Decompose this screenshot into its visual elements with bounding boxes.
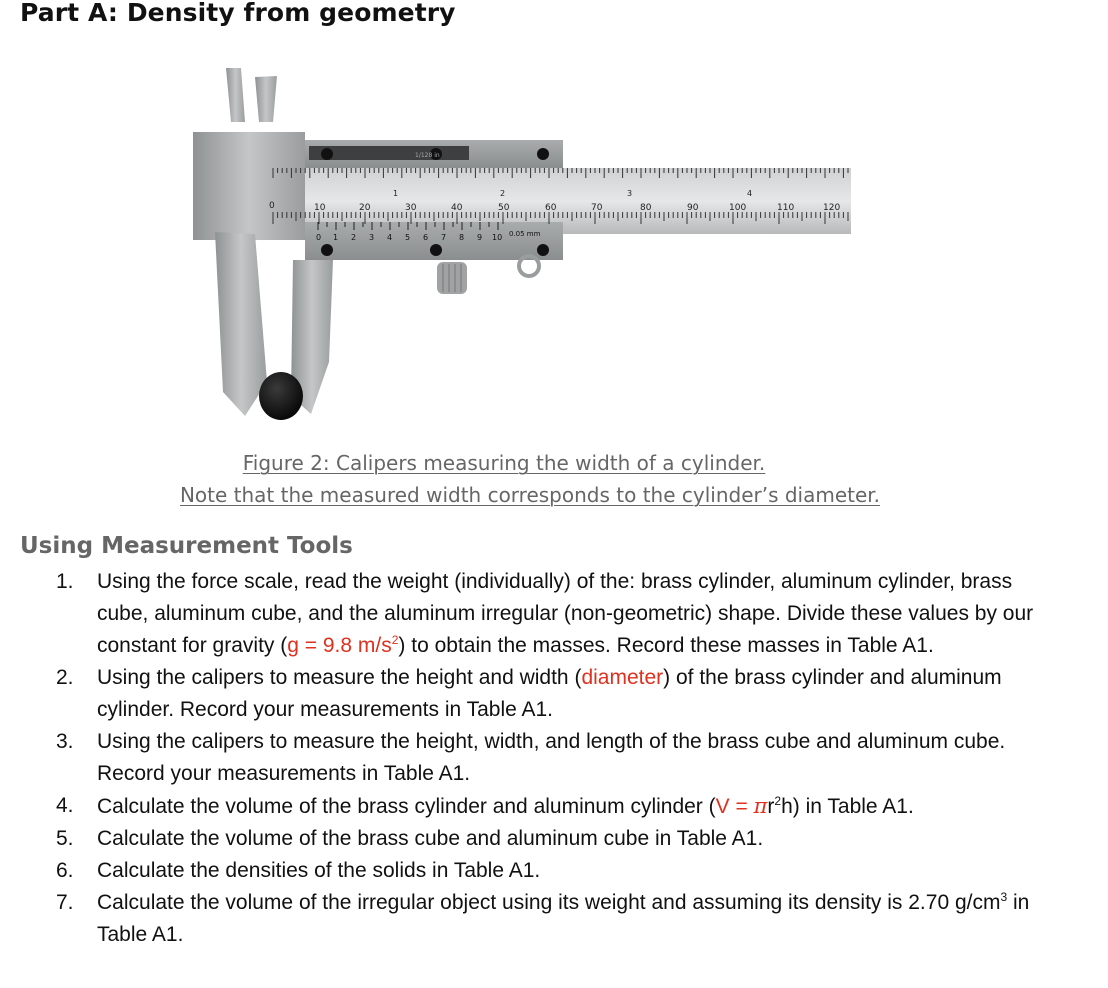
scale-label: 70 bbox=[591, 203, 603, 213]
resolution-label: 0.05 mm bbox=[509, 230, 541, 238]
scale-label: 50 bbox=[498, 203, 510, 213]
list-item: 1. Using the force scale, read the weight (individually) of the: brass cylinder, aluminum cylinder, brass cube, aluminum cube, and the aluminum irregular (non-geometric) shape. Divide these values by our constant for gravity (g = 9.8 $m/s^2$) to obtain the masses. Record these masses in Table A1. bbox=[56, 570, 1034, 657]
list-item: 2. Using the calipers to measure the height and width (diameter) of the brass cylinder and aluminum cylinder. Record your measurements in Table A1. bbox=[56, 666, 1002, 721]
scale-label: 100 bbox=[729, 203, 747, 213]
screw-dot bbox=[430, 244, 442, 256]
figure-caption-line1: Figure 2: Calipers measuring the width of a cylinder. bbox=[242, 451, 766, 475]
screw-dot bbox=[537, 244, 549, 256]
vernier-label: 10 bbox=[492, 233, 503, 242]
scale-label: 0 bbox=[269, 201, 275, 211]
instruction-list bbox=[0, 566, 1108, 951]
list-item: 5. Calculate the volume of the brass cube and aluminum cube in Table A1. bbox=[56, 827, 764, 850]
engraving-text: 1/128 in bbox=[415, 152, 440, 159]
screw-dot bbox=[321, 148, 333, 160]
thumb-wheel bbox=[437, 262, 467, 294]
scale-label: 80 bbox=[640, 203, 652, 213]
list-item: 3. Using the calipers to measure the height, width, and length of the brass cube and aluminum cube. Record your measurements in Table A1. bbox=[56, 730, 1006, 785]
vernier-label: 9 bbox=[477, 233, 483, 242]
lower-fixed-jaw bbox=[215, 232, 267, 416]
calipers-figure bbox=[193, 62, 851, 440]
upper-fixed-jaw bbox=[226, 68, 245, 122]
scale-label: 30 bbox=[405, 203, 417, 213]
calipers-illustration bbox=[193, 62, 851, 440]
vernier-label: 6 bbox=[423, 233, 429, 242]
vernier-label: 8 bbox=[459, 233, 465, 242]
volume-formula: V = π bbox=[715, 794, 768, 818]
black-cylinder bbox=[259, 372, 303, 420]
vernier-label: 7 bbox=[441, 233, 447, 242]
vernier-label: 0 bbox=[316, 233, 322, 242]
inch-label: 3 bbox=[627, 189, 633, 198]
gravity-formula: g = 9.8 $m/s^2$ bbox=[287, 633, 399, 657]
list-item: 7. Calculate the volume of the irregular object using its weight and assuming its density is 2.70 $g/cm^3$ in Table A1. bbox=[56, 890, 1030, 946]
fixed-head bbox=[193, 132, 305, 240]
scale-label: 110 bbox=[777, 203, 795, 213]
scale-label: 40 bbox=[451, 203, 463, 213]
page-title: Part A: Density from geometry bbox=[20, 0, 456, 27]
engraving-plate bbox=[309, 146, 469, 160]
list-item: 6. Calculate the densities of the solids in Table A1. bbox=[56, 859, 541, 882]
vernier-label: 2 bbox=[351, 233, 357, 242]
diameter-highlight: diameter bbox=[581, 666, 664, 689]
vernier-label: 4 bbox=[387, 233, 393, 242]
list-item: 4. Calculate the volume of the brass cylinder and aluminum cylinder $(V = \pi r^2h)$ in Table A1. bbox=[56, 794, 914, 818]
scale-label: 10 bbox=[314, 203, 326, 213]
scale-label: 120 bbox=[823, 203, 841, 213]
vernier-label: 1 bbox=[333, 233, 339, 242]
inch-label: 4 bbox=[747, 189, 753, 198]
upper-sliding-jaw bbox=[255, 76, 277, 122]
scale-label: 60 bbox=[545, 203, 557, 213]
vernier-label: 5 bbox=[405, 233, 411, 242]
scale-label: 90 bbox=[687, 203, 699, 213]
inch-label: 1 bbox=[393, 189, 399, 198]
section-heading: Using Measurement Tools bbox=[20, 533, 353, 559]
vernier-label: 3 bbox=[369, 233, 375, 242]
screw-dot bbox=[321, 244, 333, 256]
figure-caption-line2: Note that the measured width corresponds to the cylinder’s diameter. bbox=[179, 483, 881, 507]
inch-label: 2 bbox=[500, 189, 506, 198]
screw-dot bbox=[537, 148, 549, 160]
scale-label: 20 bbox=[359, 203, 371, 213]
